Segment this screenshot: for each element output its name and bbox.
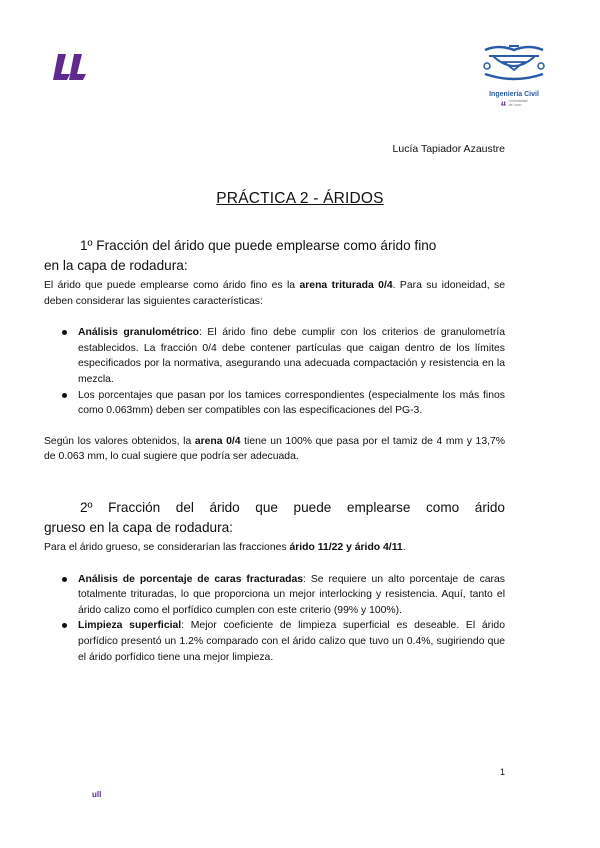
intro-text-end: .	[402, 542, 406, 553]
section-1-intro	[44, 278, 505, 309]
section-2	[44, 498, 505, 665]
section-2-intro	[44, 540, 505, 556]
bullet-bold: Análisis de porcentaje de caras fracturadas	[78, 573, 304, 585]
bullet-text: : Se requiere un alto porcentaje de caras totalmente trituradas, lo que proporciona un mejor interlocking y resistencia. Aquí, tanto el árido calizo como el porfídico cumplen con este criterio (99% y 100%).	[78, 573, 505, 616]
section-2-heading-line2: grueso en la capa de rodadura:	[44, 520, 233, 535]
list-item	[44, 618, 505, 665]
university-line1: Universidad	[508, 99, 528, 103]
bullet-icon	[62, 330, 67, 335]
ul-logo-icon	[52, 52, 92, 82]
footer-mark: ull	[92, 790, 102, 799]
list-item	[44, 325, 505, 387]
section-1	[44, 236, 505, 465]
bullet-bold: Limpieza superficial	[78, 620, 182, 632]
section-2-bullets	[44, 572, 505, 666]
page-title: PRÁCTICA 2 - ÁRIDOS	[216, 190, 384, 207]
section-1-heading-line2: en la capa de rodadura:	[44, 258, 188, 273]
intro-text-end: . Para su idoneidad, se deben considerar las siguientes características:	[44, 280, 505, 307]
bullet-text: : Mejor coeficiente de limpieza superficial es deseable. El árido porfídico presentó un 1.2% comparado con el árido calizo que tuvo un 0.4%, sugiriendo que el árido porfídico tiene una mejor limpieza.	[78, 620, 505, 663]
university-name	[509, 100, 528, 107]
intro-text: Para el árido grueso, se considerarían las fracciones	[44, 542, 290, 553]
ul-mini-icon	[501, 101, 507, 106]
bullet-icon	[62, 577, 67, 582]
bullet-bold: Análisis granulométrico	[78, 327, 200, 339]
university-mark	[478, 100, 550, 107]
bullet-icon	[62, 623, 67, 628]
ingenieria-civil-emblem-icon	[479, 42, 549, 84]
bullet-icon	[62, 393, 67, 398]
author-name: Lucía Tapiador Azaustre	[392, 143, 505, 155]
intro-bold: árido 11/22 y árido 4/11	[289, 542, 403, 553]
conclusion-text-end: tiene un 100% que pasa por el tamiz de 4 mm y 13,7% de 0.063 mm, lo cual sugiere que podría ser adecuada.	[44, 435, 506, 463]
section-1-conclusion	[44, 434, 505, 465]
page-number: 1	[500, 767, 506, 777]
section-1-bullets	[44, 325, 505, 419]
bullet-text: Los porcentajes que pasan por los tamices correspondientes (especialmente los más finos como 0.063mm) deben ser compatibles con las especificaciones del PG-3.	[78, 389, 505, 417]
conclusion-text: Según los valores obtenidos, la	[44, 435, 195, 447]
list-item	[44, 388, 505, 419]
section-1-heading	[44, 236, 505, 276]
ingenieria-civil-label: Ingeniería Civil	[489, 91, 539, 98]
list-item	[44, 572, 505, 619]
intro-bold: arena triturada 0/4	[299, 280, 393, 291]
section-2-heading	[44, 498, 505, 538]
university-line2: de León	[508, 102, 522, 107]
section-2-heading-line1: 2º Fracción del árido que puede emplearse como árido	[80, 500, 505, 515]
ingenieria-civil-logo	[478, 42, 550, 114]
section-1-heading-line1: 1º Fracción del árido que puede emplearse como árido fino	[80, 238, 437, 253]
intro-text: El árido que puede emplearse como árido fino es la	[44, 280, 300, 291]
bullet-text: : El árido fino debe cumplir con los criterios de granulometría establecidos. La fracción 0/4 debe contener partículas que caigan dentro de los límites especificados por la normativa, asegurando una adecuada compactación y resistencia en la mezcla.	[78, 327, 505, 385]
conclusion-bold: arena 0/4	[194, 435, 241, 447]
